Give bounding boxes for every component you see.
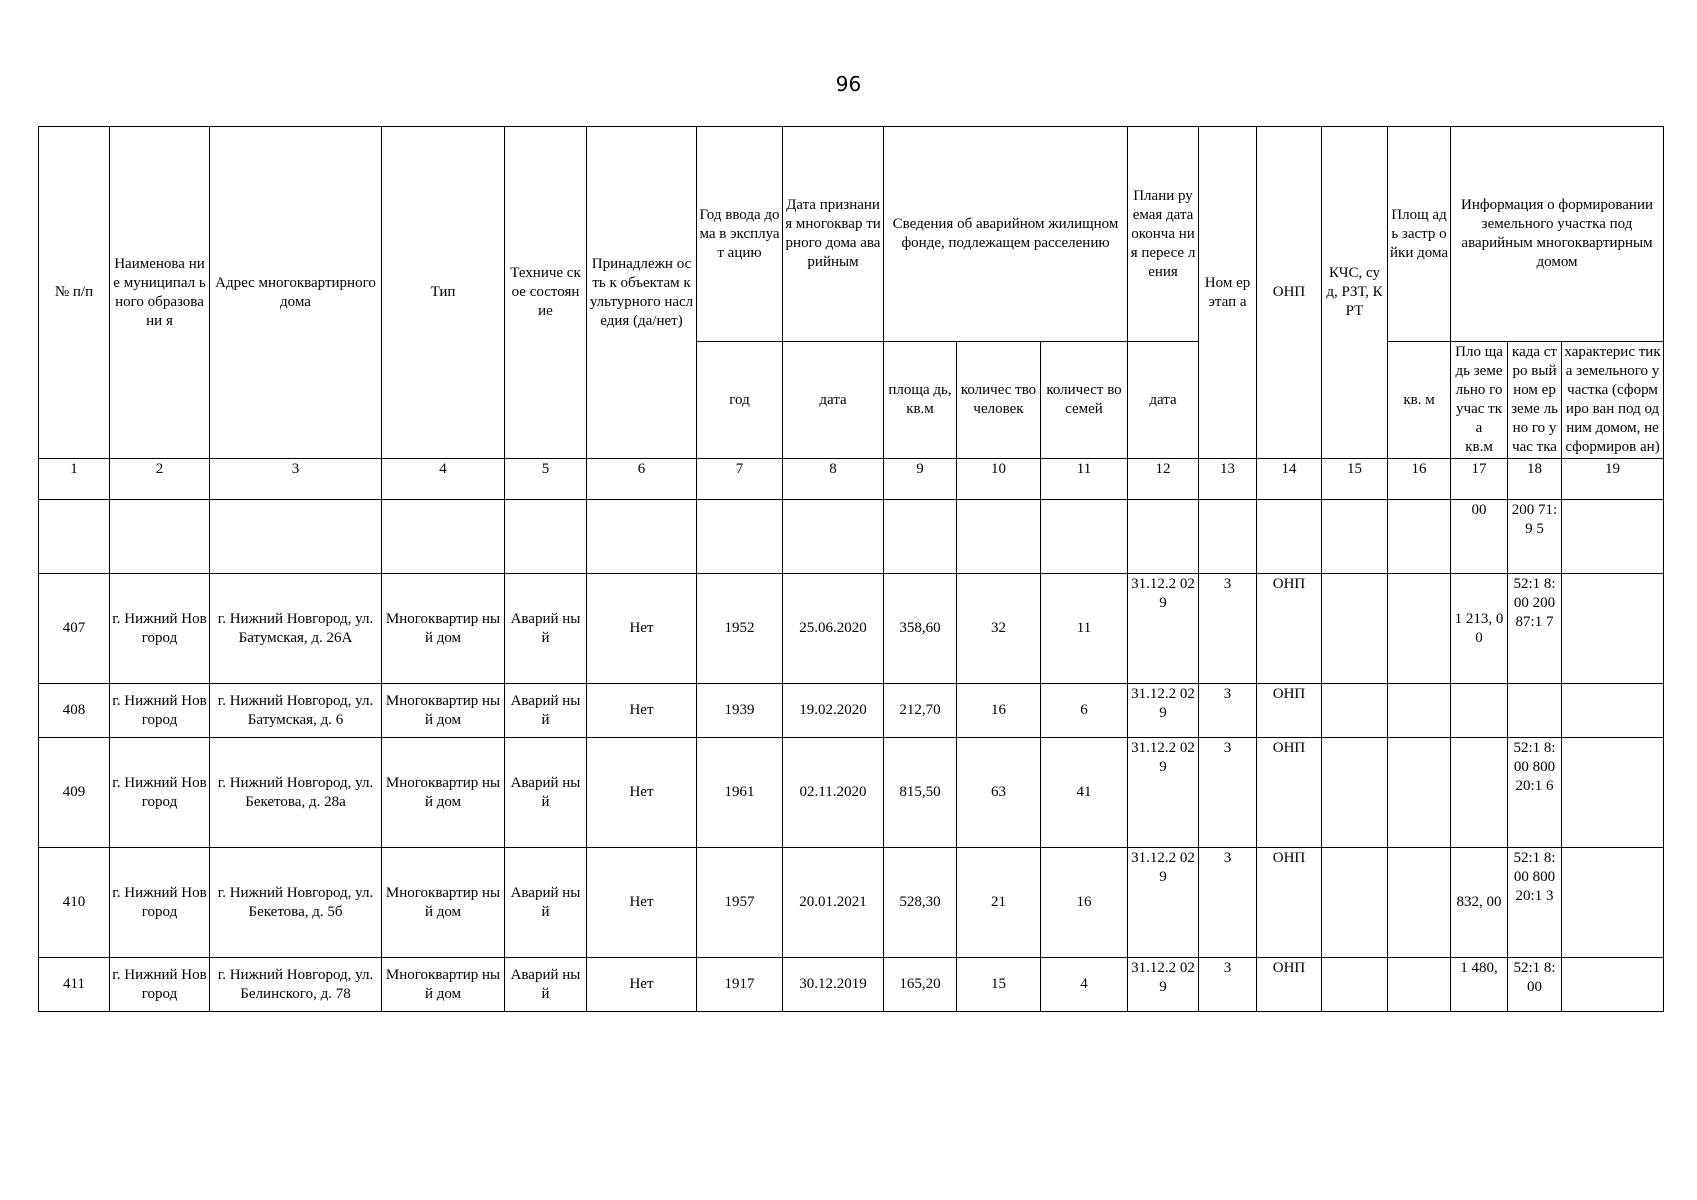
- cultural-heritage-cell: Нет: [587, 574, 697, 684]
- table-body: [39, 459, 1664, 1012]
- stage-number-cell: 3: [1199, 684, 1257, 738]
- column-number: 15: [1322, 459, 1388, 500]
- land-plot-area-cell: 1 213, 00: [1451, 574, 1508, 684]
- technical-condition-cell: Аварий ный: [505, 574, 587, 684]
- onp-cell: ОНП: [1257, 738, 1322, 848]
- land-plot-characteristic-cell: [1562, 684, 1664, 738]
- area-cell: 528,30: [884, 848, 957, 958]
- header-number: № п/п: [39, 127, 110, 459]
- building-area-cell: [1388, 500, 1451, 574]
- emergency-date-cell: 30.12.2019: [783, 958, 884, 1012]
- header-planned-resettlement-date: Плани руемая дата оконча ния пересе ления: [1128, 127, 1199, 342]
- land-plot-area-cell: [1451, 684, 1508, 738]
- municipality-cell: г. Нижний Новгород: [110, 738, 210, 848]
- technical-condition-cell: Аварий ный: [505, 684, 587, 738]
- people-count-cell: 63: [957, 738, 1041, 848]
- subheader-people-count: количес тво человек: [957, 342, 1041, 459]
- municipality-cell: [110, 500, 210, 574]
- column-number: 7: [697, 459, 783, 500]
- people-count-cell: 16: [957, 684, 1041, 738]
- column-number: 18: [1508, 459, 1562, 500]
- column-number: 11: [1041, 459, 1128, 500]
- technical-condition-cell: Аварий ный: [505, 958, 587, 1012]
- address-cell: г. Нижний Новгород, ул. Батумская, д. 26А: [210, 574, 382, 684]
- emergency-date-cell: [783, 500, 884, 574]
- stage-number-cell: 3: [1199, 848, 1257, 958]
- table-row: [39, 738, 1664, 848]
- column-number-row: [39, 459, 1664, 500]
- stage-number-cell: 3: [1199, 958, 1257, 1012]
- subheader-date: дата: [783, 342, 884, 459]
- building-type-cell: Многоквартир ный дом: [382, 574, 505, 684]
- onp-cell: ОНП: [1257, 574, 1322, 684]
- resettlement-date-cell: 31.12.2 029: [1128, 684, 1199, 738]
- cultural-heritage-cell: Нет: [587, 738, 697, 848]
- header-type: Тип: [382, 127, 505, 459]
- header-year-built: Год ввода дома в эксплуат ацию: [697, 127, 783, 342]
- land-plot-characteristic-cell: [1562, 500, 1664, 574]
- year-built-cell: 1952: [697, 574, 783, 684]
- stage-number-cell: 3: [1199, 738, 1257, 848]
- year-built-cell: 1939: [697, 684, 783, 738]
- stage-number-cell: [1199, 500, 1257, 574]
- column-number: 12: [1128, 459, 1199, 500]
- row-number-cell: 408: [39, 684, 110, 738]
- municipality-cell: г. Нижний Новгород: [110, 958, 210, 1012]
- land-plot-area-label: Пло щадь земе льно го учас тка: [1455, 344, 1503, 436]
- subheader-resettlement-date: дата: [1128, 342, 1199, 459]
- kchs-cell: [1322, 848, 1388, 958]
- table-row: [39, 500, 1664, 574]
- cadastral-number-cell: 200 71:9 5: [1508, 500, 1562, 574]
- stage-number-cell: 3: [1199, 574, 1257, 684]
- address-cell: г. Нижний Новгород, ул. Батумская, д. 6: [210, 684, 382, 738]
- row-number-cell: 410: [39, 848, 110, 958]
- family-count-cell: 41: [1041, 738, 1128, 848]
- column-number: 10: [957, 459, 1041, 500]
- emergency-date-cell: 02.11.2020: [783, 738, 884, 848]
- header-technical-condition: Техниче ское состоян ие: [505, 127, 587, 459]
- technical-condition-cell: Аварий ный: [505, 848, 587, 958]
- subheader-building-area-unit: кв. м: [1388, 342, 1451, 459]
- municipality-cell: г. Нижний Новгород: [110, 684, 210, 738]
- technical-condition-cell: Аварий ный: [505, 738, 587, 848]
- building-area-cell: [1388, 738, 1451, 848]
- kchs-cell: [1322, 500, 1388, 574]
- building-type-cell: Многоквартир ный дом: [382, 738, 505, 848]
- header-cadastral-number: када стро вый ном ер земе льно го учас тка: [1508, 342, 1562, 459]
- address-cell: [210, 500, 382, 574]
- land-plot-characteristic-cell: [1562, 738, 1664, 848]
- column-number: 8: [783, 459, 884, 500]
- land-plot-area-unit: кв.м: [1465, 439, 1493, 455]
- building-type-cell: Многоквартир ный дом: [382, 848, 505, 958]
- area-cell: 815,50: [884, 738, 957, 848]
- family-count-cell: 4: [1041, 958, 1128, 1012]
- onp-cell: ОНП: [1257, 958, 1322, 1012]
- resettlement-date-cell: 31.12.2 029: [1128, 958, 1199, 1012]
- building-area-cell: [1388, 574, 1451, 684]
- column-number: 14: [1257, 459, 1322, 500]
- year-built-cell: 1957: [697, 848, 783, 958]
- row-number-cell: 407: [39, 574, 110, 684]
- family-count-cell: 16: [1041, 848, 1128, 958]
- header-address: Адрес многоквартирного дома: [210, 127, 382, 459]
- table-row: [39, 574, 1664, 684]
- table-row: [39, 684, 1664, 738]
- year-built-cell: 1917: [697, 958, 783, 1012]
- header-onp: ОНП: [1257, 127, 1322, 459]
- row-number-cell: 409: [39, 738, 110, 848]
- emergency-date-cell: 25.06.2020: [783, 574, 884, 684]
- onp-cell: ОНП: [1257, 848, 1322, 958]
- cultural-heritage-cell: Нет: [587, 684, 697, 738]
- year-built-cell: [697, 500, 783, 574]
- row-number-cell: [39, 500, 110, 574]
- resettlement-date-cell: 31.12.2 029: [1128, 848, 1199, 958]
- resettlement-date-cell: [1128, 500, 1199, 574]
- address-cell: г. Нижний Новгород, ул. Бекетова, д. 28а: [210, 738, 382, 848]
- header-land-plot-area: [1451, 342, 1508, 459]
- cultural-heritage-cell: Нет: [587, 848, 697, 958]
- land-plot-characteristic-cell: [1562, 958, 1664, 1012]
- header-building-area: Площ адь застр ойки дома: [1388, 127, 1451, 342]
- onp-cell: [1257, 500, 1322, 574]
- building-area-cell: [1388, 684, 1451, 738]
- land-plot-area-cell: [1451, 738, 1508, 848]
- column-number: 16: [1388, 459, 1451, 500]
- family-count-cell: 6: [1041, 684, 1128, 738]
- column-number: 1: [39, 459, 110, 500]
- emergency-housing-table: [38, 126, 1664, 1012]
- column-number: 5: [505, 459, 587, 500]
- kchs-cell: [1322, 574, 1388, 684]
- emergency-date-cell: 19.02.2020: [783, 684, 884, 738]
- column-number: 2: [110, 459, 210, 500]
- header-emergency-date: Дата признания многоквар тирного дома аварийным: [783, 127, 884, 342]
- building-type-cell: Многоквартир ный дом: [382, 958, 505, 1012]
- column-number: 9: [884, 459, 957, 500]
- subheader-area: площа дь, кв.м: [884, 342, 957, 459]
- people-count-cell: 15: [957, 958, 1041, 1012]
- page-number: 96: [835, 72, 862, 96]
- cadastral-number-cell: 52:1 8:00: [1508, 958, 1562, 1012]
- column-number: 3: [210, 459, 382, 500]
- header-municipality: Наименова ние муниципал ьного образовани я: [110, 127, 210, 459]
- land-plot-area-cell: 00: [1451, 500, 1508, 574]
- land-plot-characteristic-cell: [1562, 574, 1664, 684]
- address-cell: г. Нижний Новгород, ул. Белинского, д. 78: [210, 958, 382, 1012]
- emergency-date-cell: 20.01.2021: [783, 848, 884, 958]
- table-row: [39, 958, 1664, 1012]
- area-cell: [884, 500, 957, 574]
- header-cultural-heritage: Принадлежн ость к объектам культурного наследия (да/нет): [587, 127, 697, 459]
- resettlement-date-cell: 31.12.2 029: [1128, 738, 1199, 848]
- header-stage-number: Ном ер этап а: [1199, 127, 1257, 459]
- people-count-cell: 32: [957, 574, 1041, 684]
- area-cell: 212,70: [884, 684, 957, 738]
- header-emergency-fund-info: Сведения об аварийном жилищном фонде, подлежащем расселению: [884, 127, 1128, 342]
- subheader-family-count: количест во семей: [1041, 342, 1128, 459]
- cadastral-number-cell: 52:1 8:00 200 87:1 7: [1508, 574, 1562, 684]
- people-count-cell: [957, 500, 1041, 574]
- kchs-cell: [1322, 958, 1388, 1012]
- municipality-cell: г. Нижний Новгород: [110, 574, 210, 684]
- header-land-plot-info: Информация о формировании земельного участка под аварийным многоквартирным домом: [1451, 127, 1664, 342]
- land-plot-area-cell: 832, 00: [1451, 848, 1508, 958]
- cultural-heritage-cell: [587, 500, 697, 574]
- people-count-cell: 21: [957, 848, 1041, 958]
- land-plot-characteristic-cell: [1562, 848, 1664, 958]
- header-land-plot-characteristic: характерис тика земельного участка (сформиро ван под одним домом, не сформиров ан): [1562, 342, 1664, 459]
- area-cell: 165,20: [884, 958, 957, 1012]
- building-type-cell: Многоквартир ный дом: [382, 684, 505, 738]
- column-number: 4: [382, 459, 505, 500]
- kchs-cell: [1322, 738, 1388, 848]
- family-count-cell: [1041, 500, 1128, 574]
- resettlement-date-cell: 31.12.2 029: [1128, 574, 1199, 684]
- family-count-cell: 11: [1041, 574, 1128, 684]
- row-number-cell: 411: [39, 958, 110, 1012]
- building-area-cell: [1388, 848, 1451, 958]
- cadastral-number-cell: 52:1 8:00 800 20:1 3: [1508, 848, 1562, 958]
- kchs-cell: [1322, 684, 1388, 738]
- column-number: 13: [1199, 459, 1257, 500]
- land-plot-area-cell: 1 480,: [1451, 958, 1508, 1012]
- onp-cell: ОНП: [1257, 684, 1322, 738]
- address-cell: г. Нижний Новгород, ул. Бекетова, д. 5б: [210, 848, 382, 958]
- column-number: 6: [587, 459, 697, 500]
- area-cell: 358,60: [884, 574, 957, 684]
- table-row: [39, 848, 1664, 958]
- building-type-cell: [382, 500, 505, 574]
- cultural-heritage-cell: Нет: [587, 958, 697, 1012]
- municipality-cell: г. Нижний Новгород: [110, 848, 210, 958]
- year-built-cell: 1961: [697, 738, 783, 848]
- technical-condition-cell: [505, 500, 587, 574]
- cadastral-number-cell: [1508, 684, 1562, 738]
- column-number: 19: [1562, 459, 1664, 500]
- column-number: 17: [1451, 459, 1508, 500]
- header-kchs: КЧС, суд, РЗТ, КРТ: [1322, 127, 1388, 459]
- cadastral-number-cell: 52:1 8:00 800 20:1 6: [1508, 738, 1562, 848]
- building-area-cell: [1388, 958, 1451, 1012]
- subheader-year: год: [697, 342, 783, 459]
